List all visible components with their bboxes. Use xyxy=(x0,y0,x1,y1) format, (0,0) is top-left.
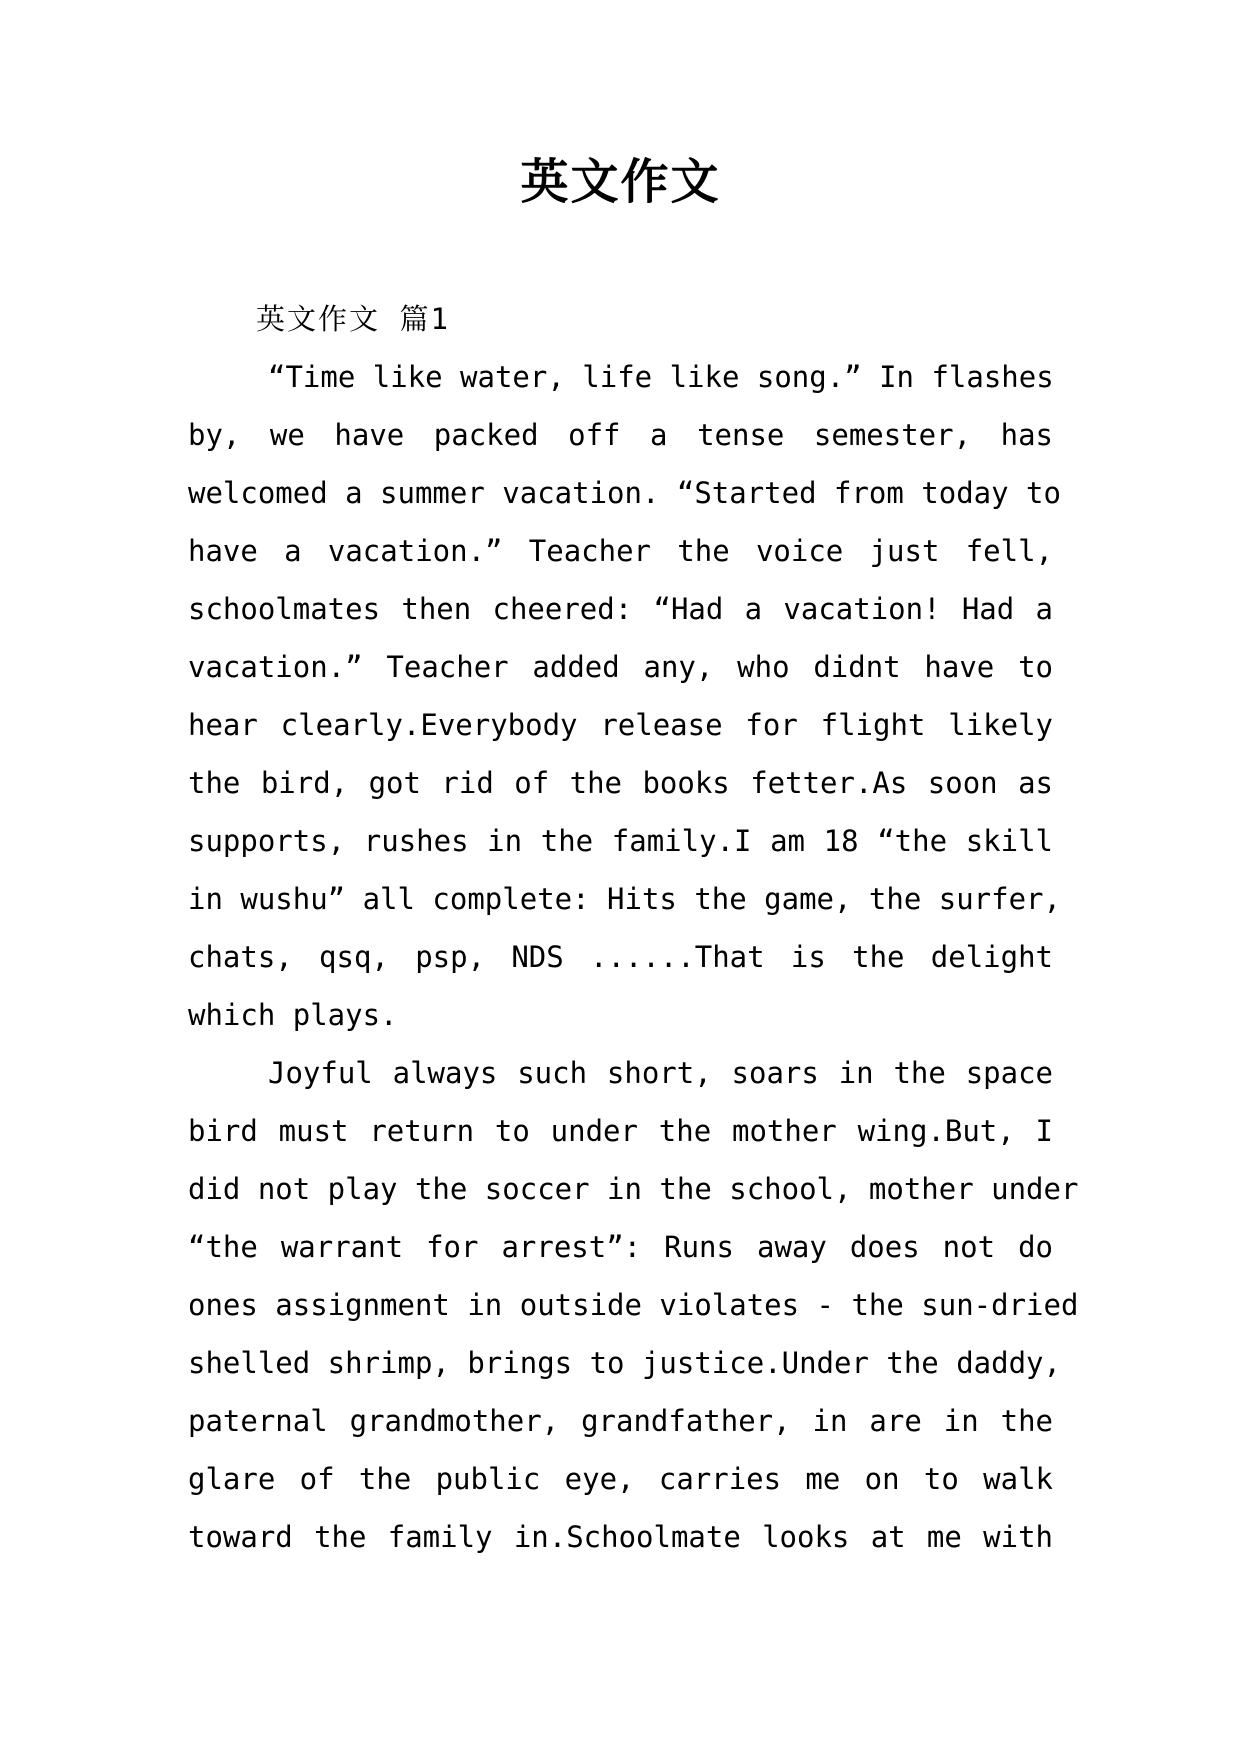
text-line: toward the family in.Schoolmate looks at me with xyxy=(188,1520,1053,1554)
text-line: Joyful always such short, soars in the space xyxy=(268,1056,1053,1090)
document-title: 英文作文 xyxy=(520,154,721,210)
document-body xyxy=(188,290,1079,1566)
text-line: hear clearly.Everybody release for flight likely xyxy=(188,708,1053,742)
text-line: did not play the soccer in the school, mother under xyxy=(188,1172,1079,1206)
section-heading: 英文作文 篇1 xyxy=(256,302,450,336)
text-line: which plays. xyxy=(188,998,398,1032)
text-line: schoolmates then cheered: “Had a vacation! Had a xyxy=(188,592,1053,626)
text-line: vacation.” Teacher added any, who didnt have to xyxy=(188,650,1053,684)
text-line: have a vacation.” Teacher the voice just fell, xyxy=(188,534,1053,568)
text-line: glare of the public eye, carries me on to walk xyxy=(188,1462,1053,1496)
text-line: bird must return to under the mother wing.But, I xyxy=(188,1114,1053,1148)
text-line: supports, rushes in the family.I am 18 “the skill xyxy=(188,824,1053,858)
text-line: ones assignment in outside violates - the sun-dried xyxy=(188,1288,1079,1322)
text-line: by, we have packed off a tense semester, has xyxy=(188,418,1053,452)
text-line: shelled shrimp, brings to justice.Under the daddy, xyxy=(188,1346,1061,1380)
text-line: paternal grandmother, grandfather, in are in the xyxy=(188,1404,1053,1438)
text-line: “Time like water, life like song.” In flashes xyxy=(268,360,1054,394)
paragraph-2 xyxy=(188,1044,1079,1566)
text-line: chats, qsq, psp, NDS ......That is the delight xyxy=(188,940,1053,974)
text-line: the bird, got rid of the books fetter.As soon as xyxy=(188,766,1053,800)
paragraph-1 xyxy=(188,348,1061,1044)
text-line: welcomed a summer vacation. “Started from today to xyxy=(188,476,1061,510)
text-line: in wushu” all complete: Hits the game, the surfer, xyxy=(188,882,1061,916)
text-line: “the warrant for arrest”: Runs away does not do xyxy=(188,1230,1053,1264)
